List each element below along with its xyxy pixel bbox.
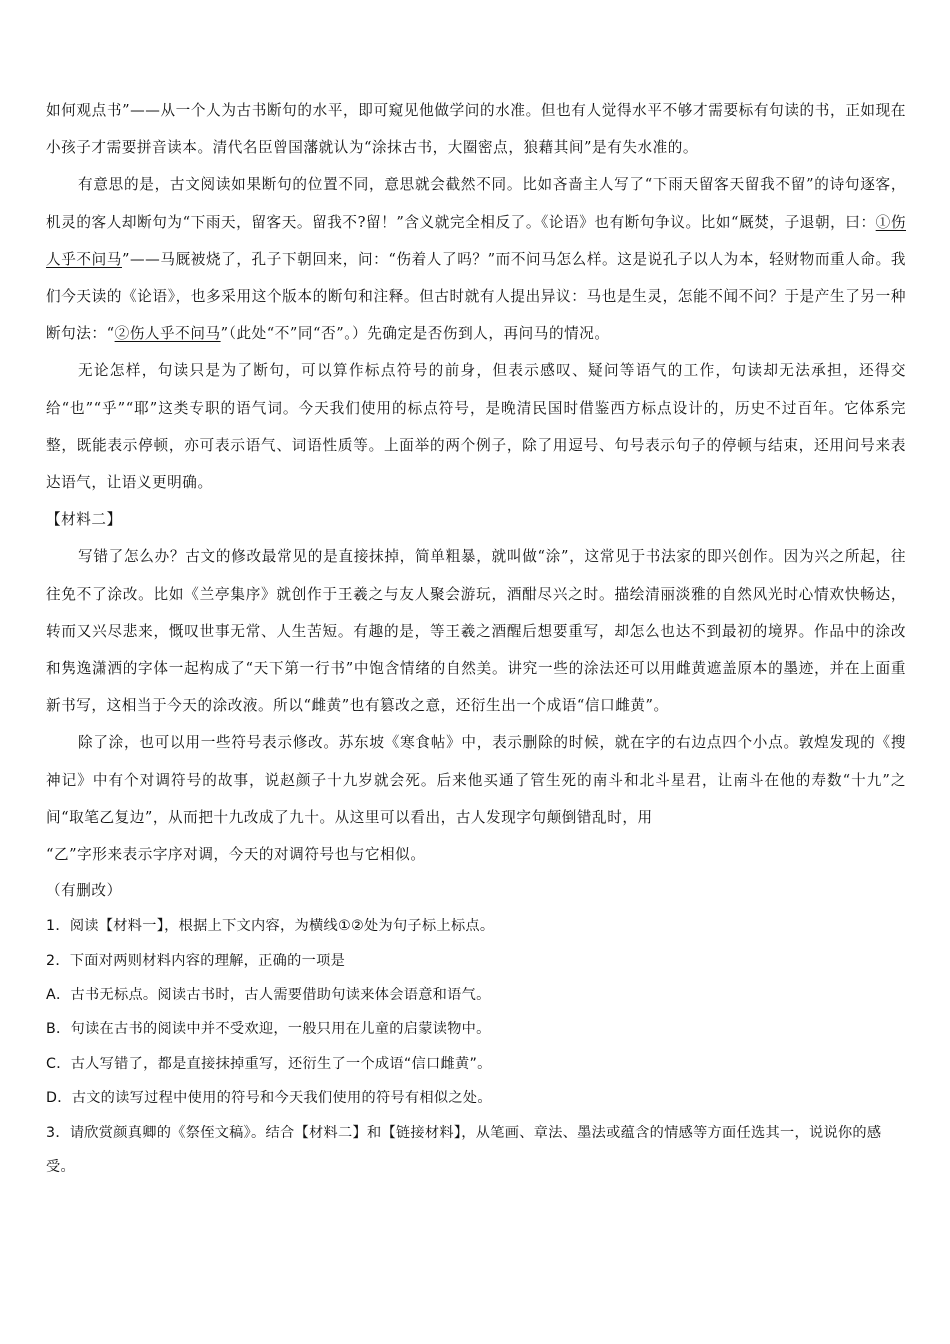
- question-1: 1．阅读【材料一】，根据上下文内容，为横线①②处为句子标上标点。: [46, 918, 495, 935]
- material2-paragraph-symbols: 除了涂，也可以用一些符号表示修改。苏东坡《寒食帖》中，表示删除的时候，就在字的右边点四个小点。敦煌发现的《搜神记》中有个对调符号的故事，说赵颜子十九岁就会死。后来他买通了管生死的南斗和北斗星君，让南斗在他的寿数“十九”之间“取笔乙复边”，从而把十九改成了九十。从这里可以看出，古人发现字句颠倒错乱时，用: [46, 734, 906, 826]
- question-3: 3．请欣赏颜真卿的《祭侄文稿》。结合【材料二】和【链接材料】，从笔画、章法、墨法或蕴含的情感等方面任选其一，说说你的感受。: [46, 1124, 882, 1176]
- document-page: [46, 92, 906, 1185]
- paragraph-text: 有意思的是，古文阅读如果断句的位置不同，意思就会截然不同。比如吝啬主人写了“下雨天留客天留我不留”的诗句逐客，机灵的客人却断句为“下雨天，留客天。留我不?留！”含义就完全相反了。《论语》也有断句争议。比如“厩焚，子退朝，曰：: [46, 176, 906, 231]
- paragraph-text: ”——马厩被烧了，孔子下朝回来，问：“伤着人了吗？”而不问马怎么样。这是说孔子以人为本，轻财物而重人命。我们今天读的《论语》，也多采用这个版本的断句和注释。但古时就有人提出异议：马也是生灵，怎能不闻不问？于是产生了另一种断句法：“: [46, 250, 906, 343]
- option-a: A．古书无标点。阅读古书时，古人需要借助句读来体会语意和语气。: [46, 987, 491, 1004]
- paragraph-text: ”（此处“不”同“否”。）先确定是否伤到人，再问马的情况。: [220, 325, 610, 343]
- question-2: 2．下面对两则材料内容的理解，正确的一项是: [46, 952, 346, 969]
- material1-paragraph-punctuation-history: 无论怎样，句读只是为了断句，可以算作标点符号的前身，但表示感叹、疑问等语气的工作，句读却无法承担，还得交给“也”“乎”“耶”这类专职的语气词。今天我们使用的标点符号，是晚清民国时借鉴西方标点设计的，历史不过百年。它体系完整，既能表示停顿，亦可表示语气、词语性质等。上面举的两个例子，除了用逗号、句号表示句子的停顿与结束，还用问号来表达语气，让语义更明确。: [46, 362, 906, 492]
- abridged-note: （有删改）: [46, 882, 122, 900]
- material1-paragraph-continued: 如何观点书”——从一个人为古书断句的水平，即可窥见他做学问的水准。但也有人觉得水平不够才需要标有句读的书，正如现在小孩子才需要拼音读本。清代名臣曾国藩就认为“涂抹古书，大圈密点，狼藉其间”是有失水准的。: [46, 102, 906, 157]
- material1-paragraph-punctuation-meaning: [46, 166, 906, 352]
- option-d: D．古文的读写过程中使用的符号和今天我们使用的符号有相似之处。: [46, 1090, 492, 1107]
- material2-paragraph-correction: 写错了怎么办？古文的修改最常见的是直接抹掉，简单粗暴，就叫做“涂”，这常见于书法家的即兴创作。因为兴之所起，往往免不了涂改。比如《兰亭集序》就创作于王羲之与友人聚会游玩，酒酣尽兴之时。描绘清丽淡雅的自然风光时心情欢快畅达，转而又兴尽悲来，慨叹世事无常、人生苦短。有趣的是，等王羲之酒醒后想要重写，却怎么也达不到最初的境界。作品中的涂改和隽逸潇洒的字体一起构成了“天下第一行书”中饱含情绪的自然美。讲究一些的涂法还可以用雌黄遮盖原本的墨迹，并在上面重新书写，这相当于今天的涂改液。所以“雌黄”也有篡改之意，还衍生出一个成语“信口雌黄”。: [46, 548, 906, 715]
- material2-heading: 【材料二】: [46, 511, 122, 529]
- option-c: C．古人写错了，都是直接抹掉重写，还衍生了一个成语“信口雌黄”。: [46, 1055, 492, 1072]
- blank-1-sentence: ①伤人乎不问马: [46, 213, 906, 268]
- blank-2-sentence: ②伤人乎不问马: [114, 325, 221, 343]
- material2-paragraph-symbols-end: “乙”字形来表示字序对调，今天的对调符号也与它相似。: [46, 846, 426, 864]
- option-b: B．句读在古书的阅读中并不受欢迎，一般只用在儿童的启蒙读物中。: [46, 1021, 491, 1038]
